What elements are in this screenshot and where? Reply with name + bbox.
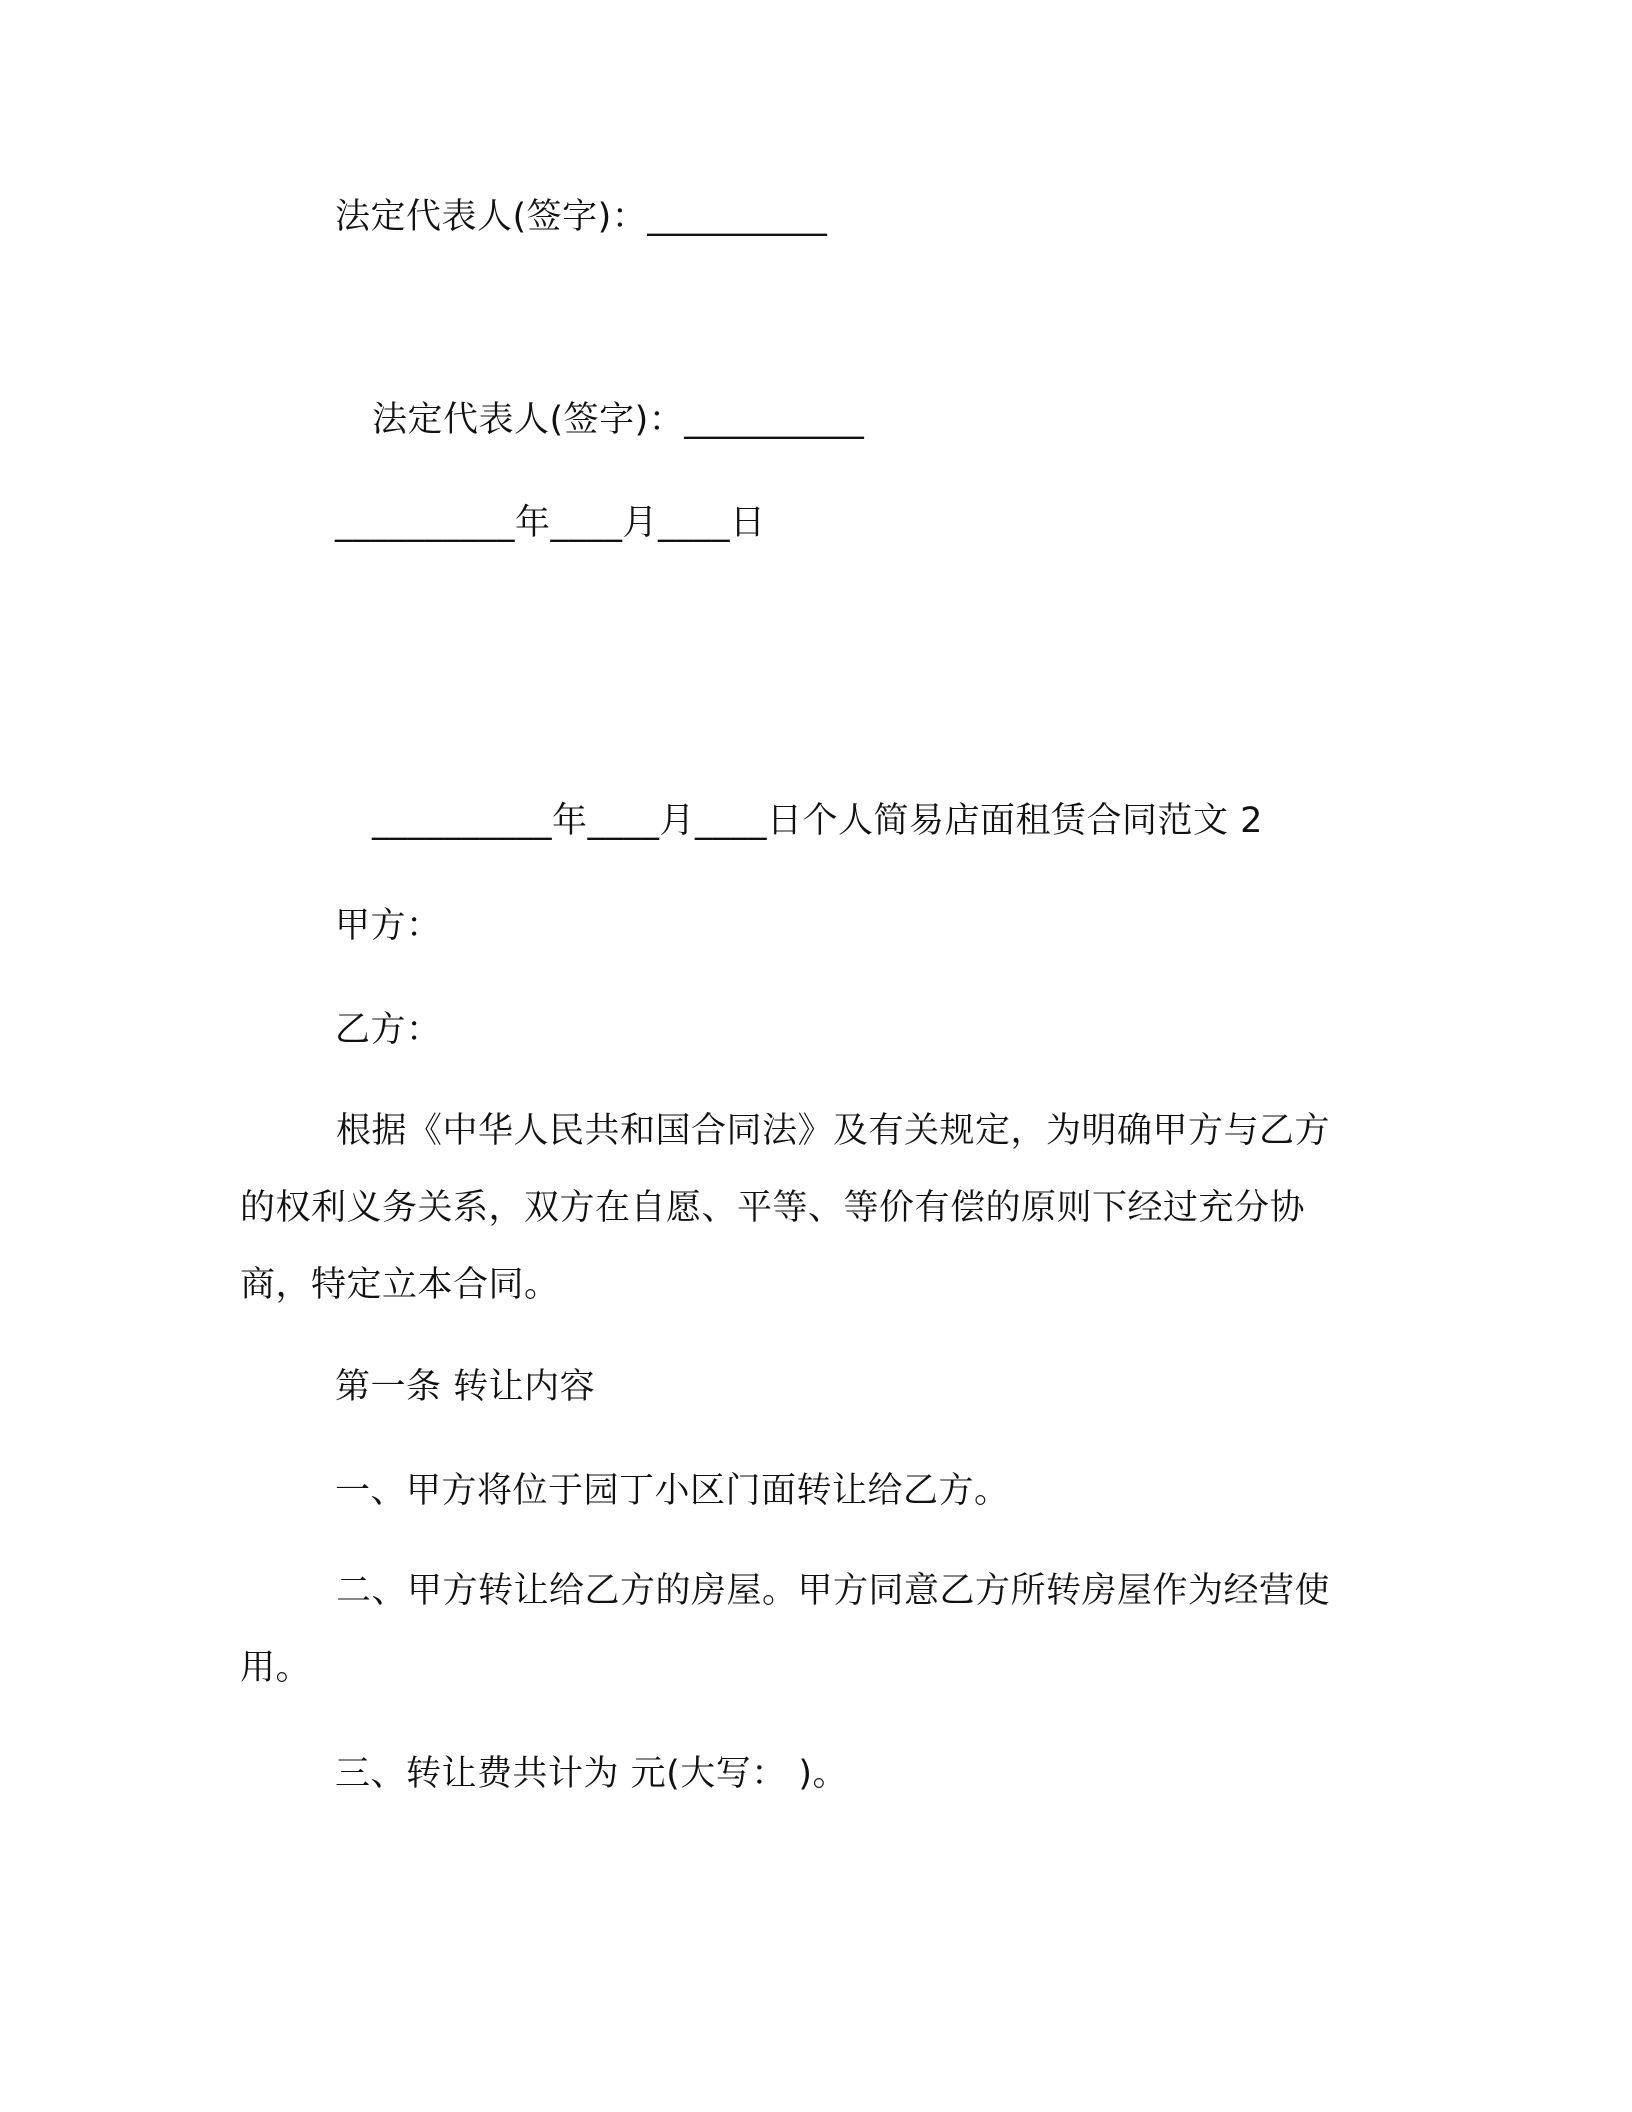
article-1-heading: 第一条 转让内容 (335, 1367, 596, 1407)
date-line: __________年____月____日 (335, 503, 766, 543)
party-b-label: 乙方： (335, 1010, 442, 1050)
legal-rep-signature-line-2: 法定代表人(签字)：__________ (372, 400, 865, 440)
contract-title: __________年____月____日个人简易店面租赁合同范文 2 (372, 801, 1263, 841)
preamble-line-2: 的权利义务关系，双方在自愿、平等、等价有偿的原则下经过充分协 (240, 1188, 1306, 1228)
preamble-line-1: 根据《中华人民共和国合同法》及有关规定，为明确甲方与乙方 (336, 1111, 1331, 1151)
party-a-label: 甲方： (335, 906, 442, 946)
clause-item-2-line-1: 二、甲方转让给乙方的房屋。甲方同意乙方所转房屋作为经营使 (336, 1571, 1331, 1611)
preamble-line-3: 商，特定立本合同。 (240, 1265, 560, 1305)
clause-item-2 (240, 1553, 1400, 1707)
clause-item-3: 三、转让费共计为 元(大写： )。 (335, 1754, 849, 1794)
clause-item-2-line-2: 用。 (240, 1648, 312, 1688)
clause-item-1: 一、甲方将位于园丁小区门面转让给乙方。 (335, 1471, 1010, 1511)
legal-rep-signature-line-1: 法定代表人(签字)：__________ (335, 197, 828, 237)
preamble-paragraph (240, 1093, 1400, 1324)
